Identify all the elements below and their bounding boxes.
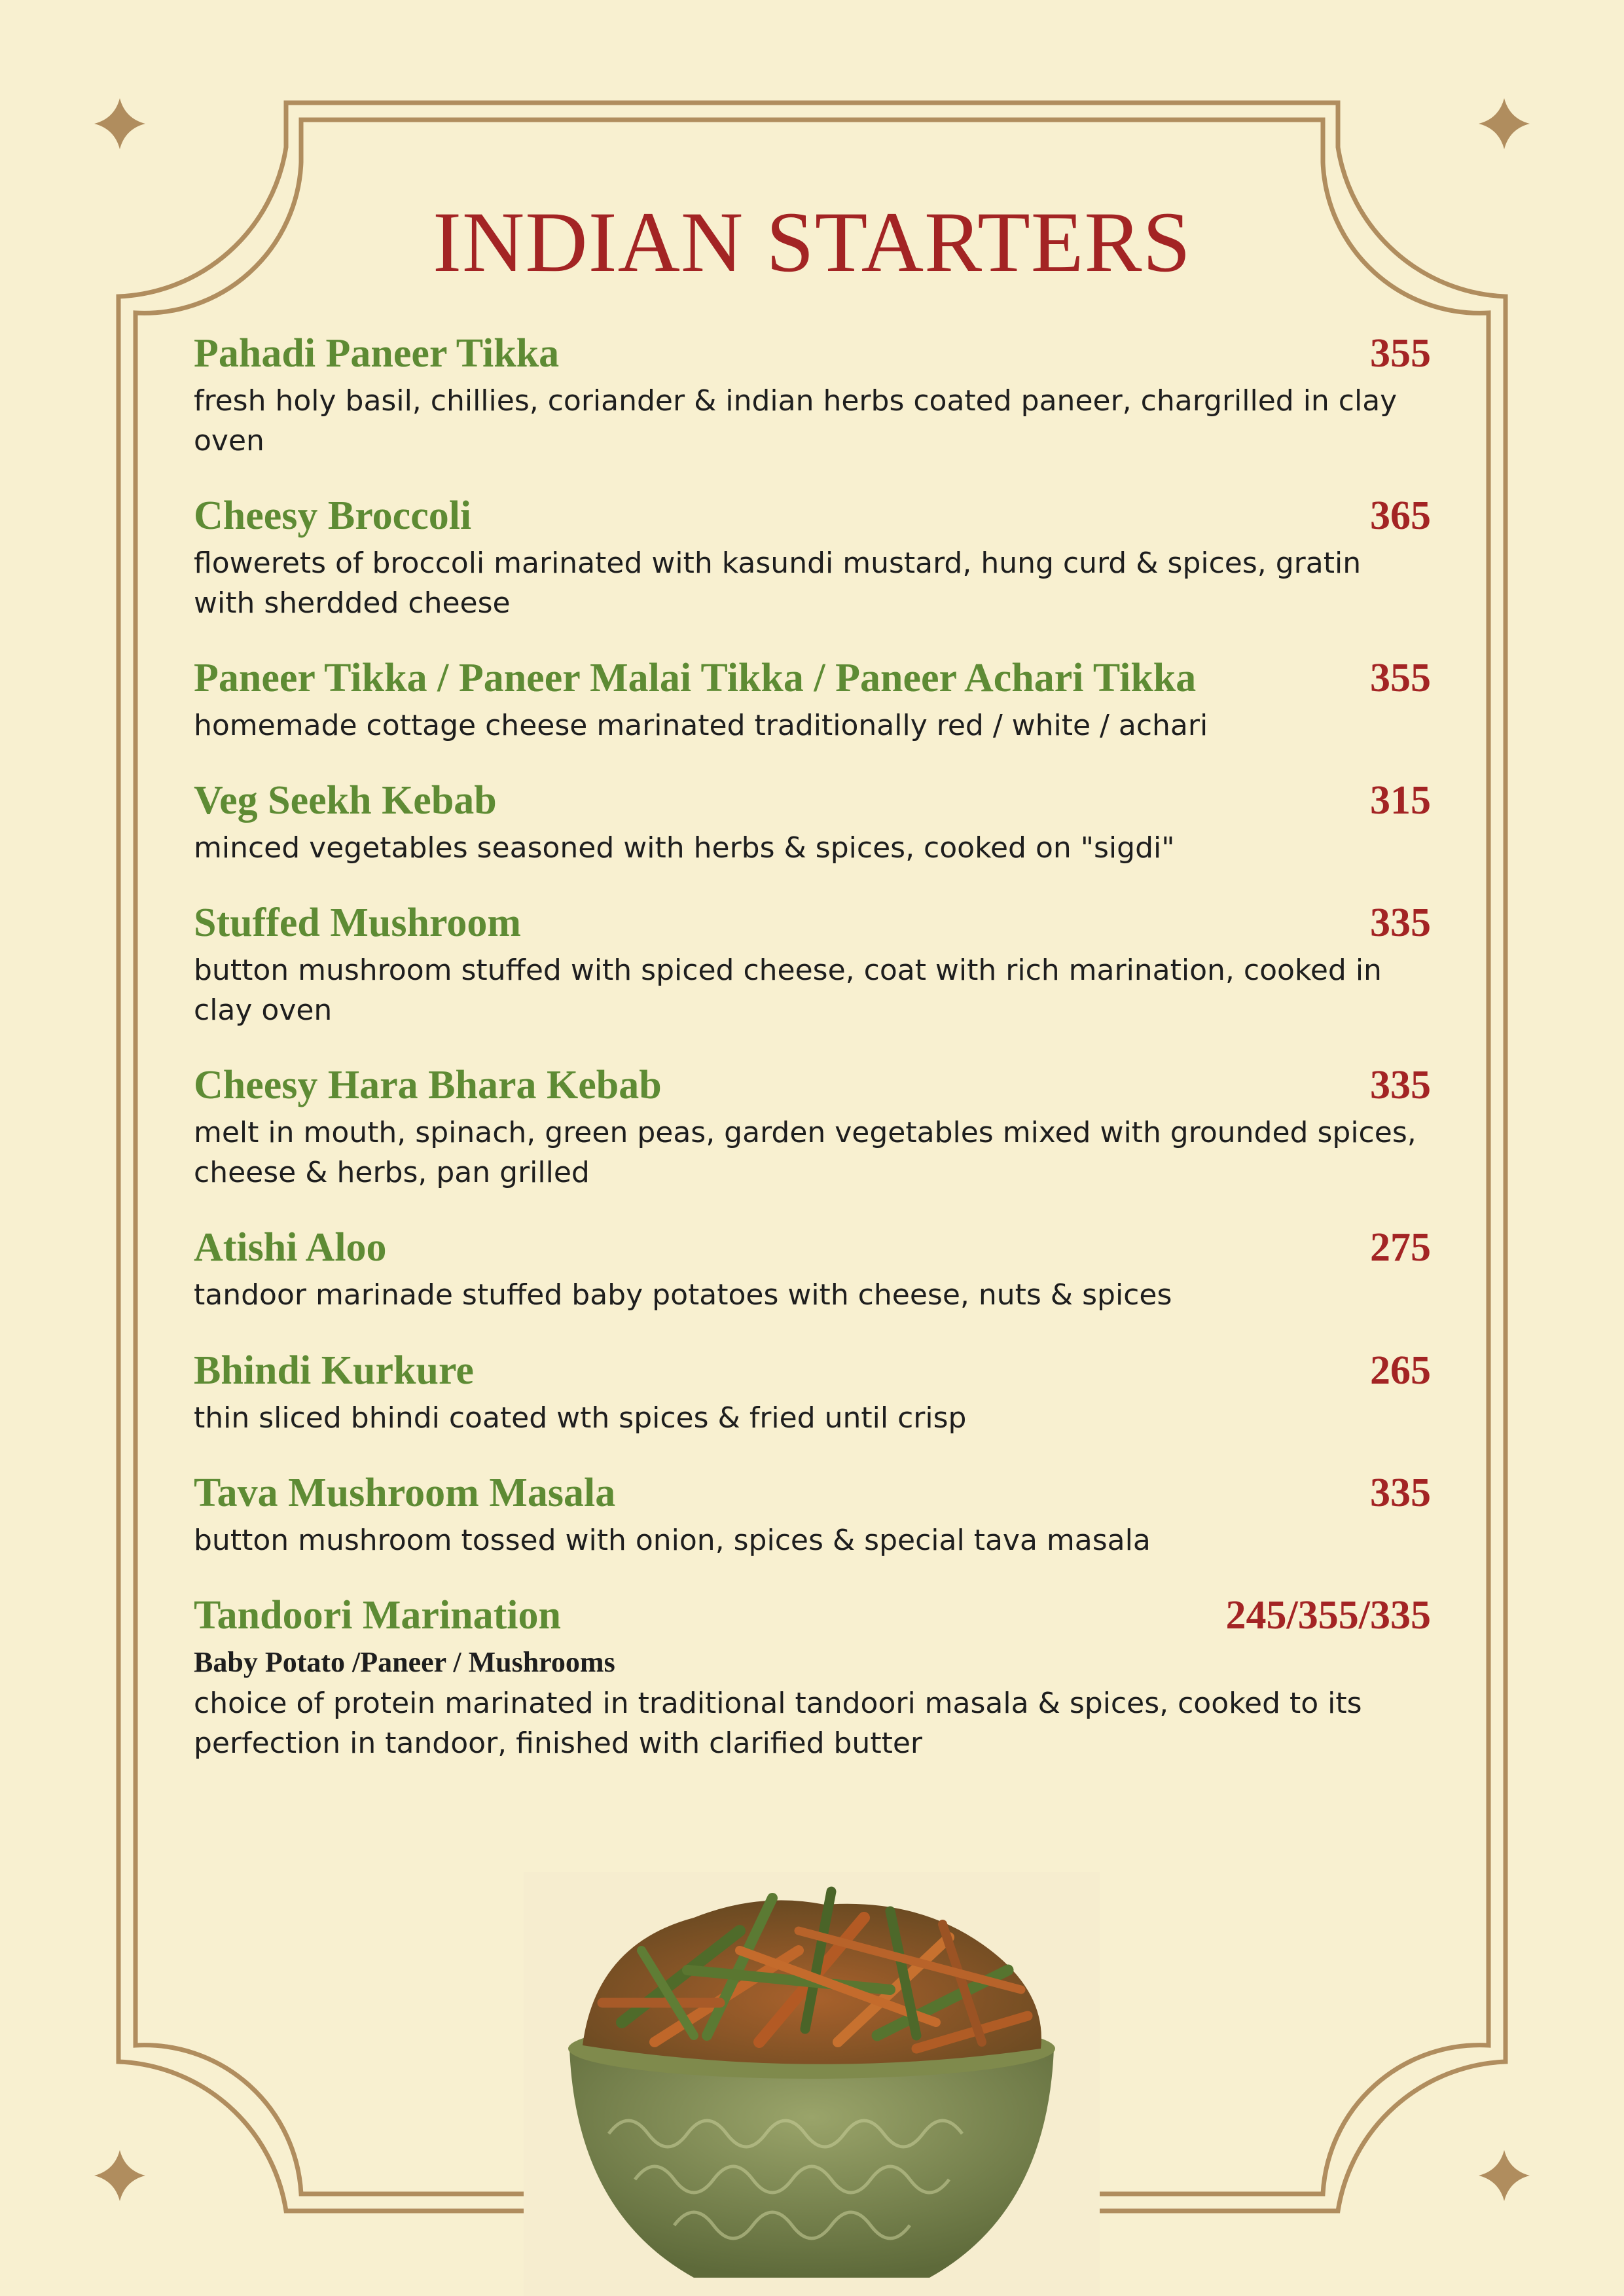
dish-price: 355	[1370, 656, 1431, 700]
dish-name: Tava Mushroom Masala	[194, 1471, 616, 1515]
dish-description: fresh holy basil, chillies, coriander & indian herbs coated paneer, chargrilled in clay oven	[194, 384, 1398, 457]
dish-price: 335	[1370, 1063, 1431, 1107]
dish-price: 315	[1370, 778, 1431, 823]
menu-item	[194, 1221, 1431, 1315]
dish-price: 335	[1370, 1471, 1431, 1515]
dish-price: 335	[1370, 901, 1431, 945]
menu-item	[194, 1467, 1431, 1560]
dish-price: 365	[1370, 493, 1431, 538]
menu-item	[194, 652, 1431, 745]
dish-name: Pahadi Paneer Tikka	[194, 331, 560, 376]
dish-name: Tandoori Marination	[194, 1593, 561, 1638]
corner-star-icon	[94, 98, 145, 149]
menu-item	[194, 490, 1431, 623]
dish-description: melt in mouth, spinach, green peas, garden vegetables mixed with grounded spices, cheese & herbs, pan grilled	[194, 1116, 1416, 1189]
dish-description: homemade cottage cheese marinated traditionally red / white / achari	[194, 709, 1208, 742]
dish-description: thin sliced bhindi coated wth spices & fried until crisp	[194, 1401, 967, 1435]
dish-name: Stuffed Mushroom	[194, 901, 522, 945]
menu-item	[194, 897, 1431, 1030]
dish-price: 245/355/335	[1225, 1593, 1431, 1638]
menu-item	[194, 1344, 1431, 1438]
dish-description: tandoor marinade stuffed baby potatoes with cheese, nuts & spices	[194, 1278, 1172, 1312]
dish-description: button mushroom stuffed with spiced cheese, coat with rich marination, cooked in clay oven	[194, 954, 1382, 1027]
menu-item	[194, 1589, 1431, 1763]
menu-title: INDIAN STARTERS	[433, 194, 1191, 290]
dish-price: 355	[1370, 331, 1431, 376]
dish-name: Atishi Aloo	[194, 1225, 387, 1270]
menu-item	[194, 327, 1431, 461]
dish-price: 265	[1370, 1348, 1431, 1393]
dish-name: Cheesy Hara Bhara Kebab	[194, 1063, 662, 1107]
dish-name: Veg Seekh Kebab	[194, 778, 497, 823]
dish-options: Baby Potato /Paneer / Mushrooms	[194, 1646, 615, 1678]
dish-description: button mushroom tossed with onion, spices & special tava masala	[194, 1524, 1151, 1557]
dish-description: flowerets of broccoli marinated with kasundi mustard, hung curd & spices, gratin with sherdded cheese	[194, 547, 1362, 620]
menu-item	[194, 774, 1431, 868]
dish-description: choice of protein marinated in traditional tandoori masala & spices, cooked to its perfection in tandoor, finished with clarified butter	[194, 1687, 1362, 1760]
dish-description: minced vegetables seasoned with herbs & spices, cooked on "sigdi"	[194, 831, 1175, 865]
dish-name: Cheesy Broccoli	[194, 493, 472, 538]
corner-star-icon	[1479, 98, 1530, 149]
dish-name: Bhindi Kurkure	[194, 1348, 474, 1393]
corner-star-icon	[94, 2150, 145, 2201]
corner-star-icon	[1479, 2150, 1530, 2201]
dish-name: Paneer Tikka / Paneer Malai Tikka / Paneer Achari Tikka	[194, 656, 1197, 700]
bhindi-kurkure-bowl-image	[524, 1872, 1100, 2296]
menu-item	[194, 1059, 1431, 1193]
dish-price: 275	[1370, 1225, 1431, 1270]
